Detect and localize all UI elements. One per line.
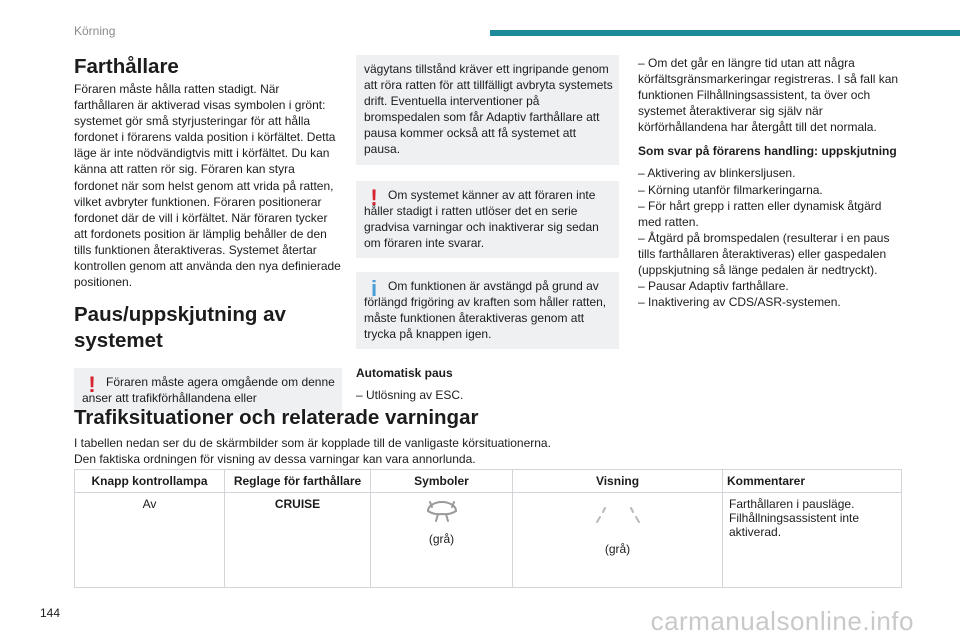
warning-continued-text: vägytans tillstånd kräver ett ingripande genom att röra ratten för att tillfälligt avbryta systemets drift. Eventuella interventioner på bromspedalen som får Adaptiv farthållare att pausa kommer också att få systemet att pausa. bbox=[364, 62, 613, 157]
heading-farthallare: Farthållare bbox=[74, 55, 179, 78]
column-3 bbox=[638, 55, 904, 310]
column-header: Kommentarer bbox=[723, 470, 902, 493]
section-title: Körning bbox=[74, 24, 116, 38]
intro-line-2: Den faktiska ordningen för visning av dessa varningar kan vara annorlunda. bbox=[74, 452, 476, 466]
cell-comment bbox=[723, 493, 902, 588]
cell-symbol bbox=[371, 493, 513, 588]
list-item: – Åtgärd på bromspedalen (resulterar i en paus tills farthållaren återaktiveras) eller gaspedalen (uppskjutning så länge pedalen är nedtryckt). bbox=[638, 230, 890, 278]
info-icon: i bbox=[370, 275, 378, 301]
watermark: carmanualsonline.info bbox=[650, 606, 914, 636]
warning-notice-2 bbox=[356, 181, 619, 258]
column-2 bbox=[356, 55, 619, 403]
response-list bbox=[638, 165, 904, 310]
warning-icon: ! bbox=[88, 372, 96, 398]
list-item: – Inaktivering av CDS/ASR-systemen. bbox=[638, 295, 841, 310]
table-header-row bbox=[75, 470, 902, 493]
column-header: Visning bbox=[513, 470, 723, 493]
heading-paus: Paus/uppskjutning av systemet bbox=[74, 303, 286, 353]
lane-lines-icon bbox=[578, 497, 658, 531]
section-trafiksituationer bbox=[74, 406, 904, 467]
header-accent-bar bbox=[490, 30, 960, 36]
list-item: – Pausar Adaptiv farthållare. bbox=[638, 279, 789, 294]
page-number: 144 bbox=[40, 606, 61, 620]
comment-line-2: Filhållningsassistent inte aktiverad. bbox=[729, 511, 860, 539]
paragraph-lines: – Om det går en längre tid utan att några körfältsgränsmarkeringar registreras. I så fall kan funktionen Filhållningsassistent, ta över och systemet återaktiverar sig själv när körförhållandena har återgått till det normala. bbox=[638, 56, 899, 135]
table-row bbox=[75, 493, 902, 588]
cell-lamp: Av bbox=[75, 493, 225, 588]
heading-automatisk-paus: Automatisk paus bbox=[356, 366, 453, 381]
info-notice bbox=[356, 272, 619, 349]
paragraph-farthallare: Föraren måste hålla ratten stadigt. När farthållaren är aktiverad visas symbolen i grönt: systemet gör små styrjusteringar för att hålla fordonet i förarens valda position i körfältet. Detta läge är inte nödvändigtvis mitt i körfältet. Du kan känna att ratten rör sig. Föraren kan styra fordonet när som helst genom att vrida på ratten, vilket avbryter funktionen. Föraren positionerar fordonet där de vill i körfältet. När föraren tycker att fordonets position är lämplig behåller de den tills funktionen återaktiveras. Systemet återtar kontrollen genom att använda den nya definierade positionen. bbox=[74, 82, 341, 290]
list-item: – Aktivering av blinkersljusen. bbox=[638, 166, 796, 181]
info-text: Om funktionen är avstängd på grund av förlängd frigöring av kraften som håller ratten, måste funktionen återaktiveras genom att trycka på knappen igen. bbox=[364, 278, 607, 342]
heading-trafiksituationer: Trafiksituationer och relaterade varningar bbox=[74, 406, 479, 429]
warning-continued bbox=[356, 55, 619, 165]
display-caption: (grå) bbox=[604, 542, 631, 556]
warning-text-1: Föraren måste agera omgående om denne anser att trafikförhållandena eller bbox=[82, 375, 335, 406]
warnings-table bbox=[74, 469, 902, 588]
cell-display bbox=[513, 493, 723, 588]
auto-pause-item: – Utlösning av ESC. bbox=[356, 388, 464, 403]
column-header: Knapp kontrollampa bbox=[75, 470, 225, 493]
symbol-caption: (grå) bbox=[428, 532, 455, 546]
column-header: Symboler bbox=[371, 470, 513, 493]
comment-line-1: Farthållaren i pausläge. bbox=[729, 497, 855, 511]
cell-control: CRUISE bbox=[225, 493, 371, 588]
list-item: – För hårt grepp i ratten eller dynamisk åtgärd med ratten. bbox=[638, 198, 882, 229]
warning-icon: ! bbox=[370, 184, 378, 210]
warning-text-2: Om systemet känner av att föraren inte håller stadigt i ratten utlöser det en serie gradvisa varningar och inaktiverar sig sedan om föraren inte svarar. bbox=[364, 187, 599, 250]
column-header: Reglage för farthållare bbox=[225, 470, 371, 493]
intro-line-1: I tabellen nedan ser du de skärmbilder som är kopplade till de vanligaste körsituationerna. bbox=[74, 436, 551, 450]
heading-response: Som svar på förarens handling: uppskjutning bbox=[638, 144, 897, 159]
steering-wheel-hands-icon bbox=[424, 497, 460, 523]
column-1 bbox=[74, 55, 342, 413]
list-item: – Körning utanför filmarkeringarna. bbox=[638, 182, 823, 197]
